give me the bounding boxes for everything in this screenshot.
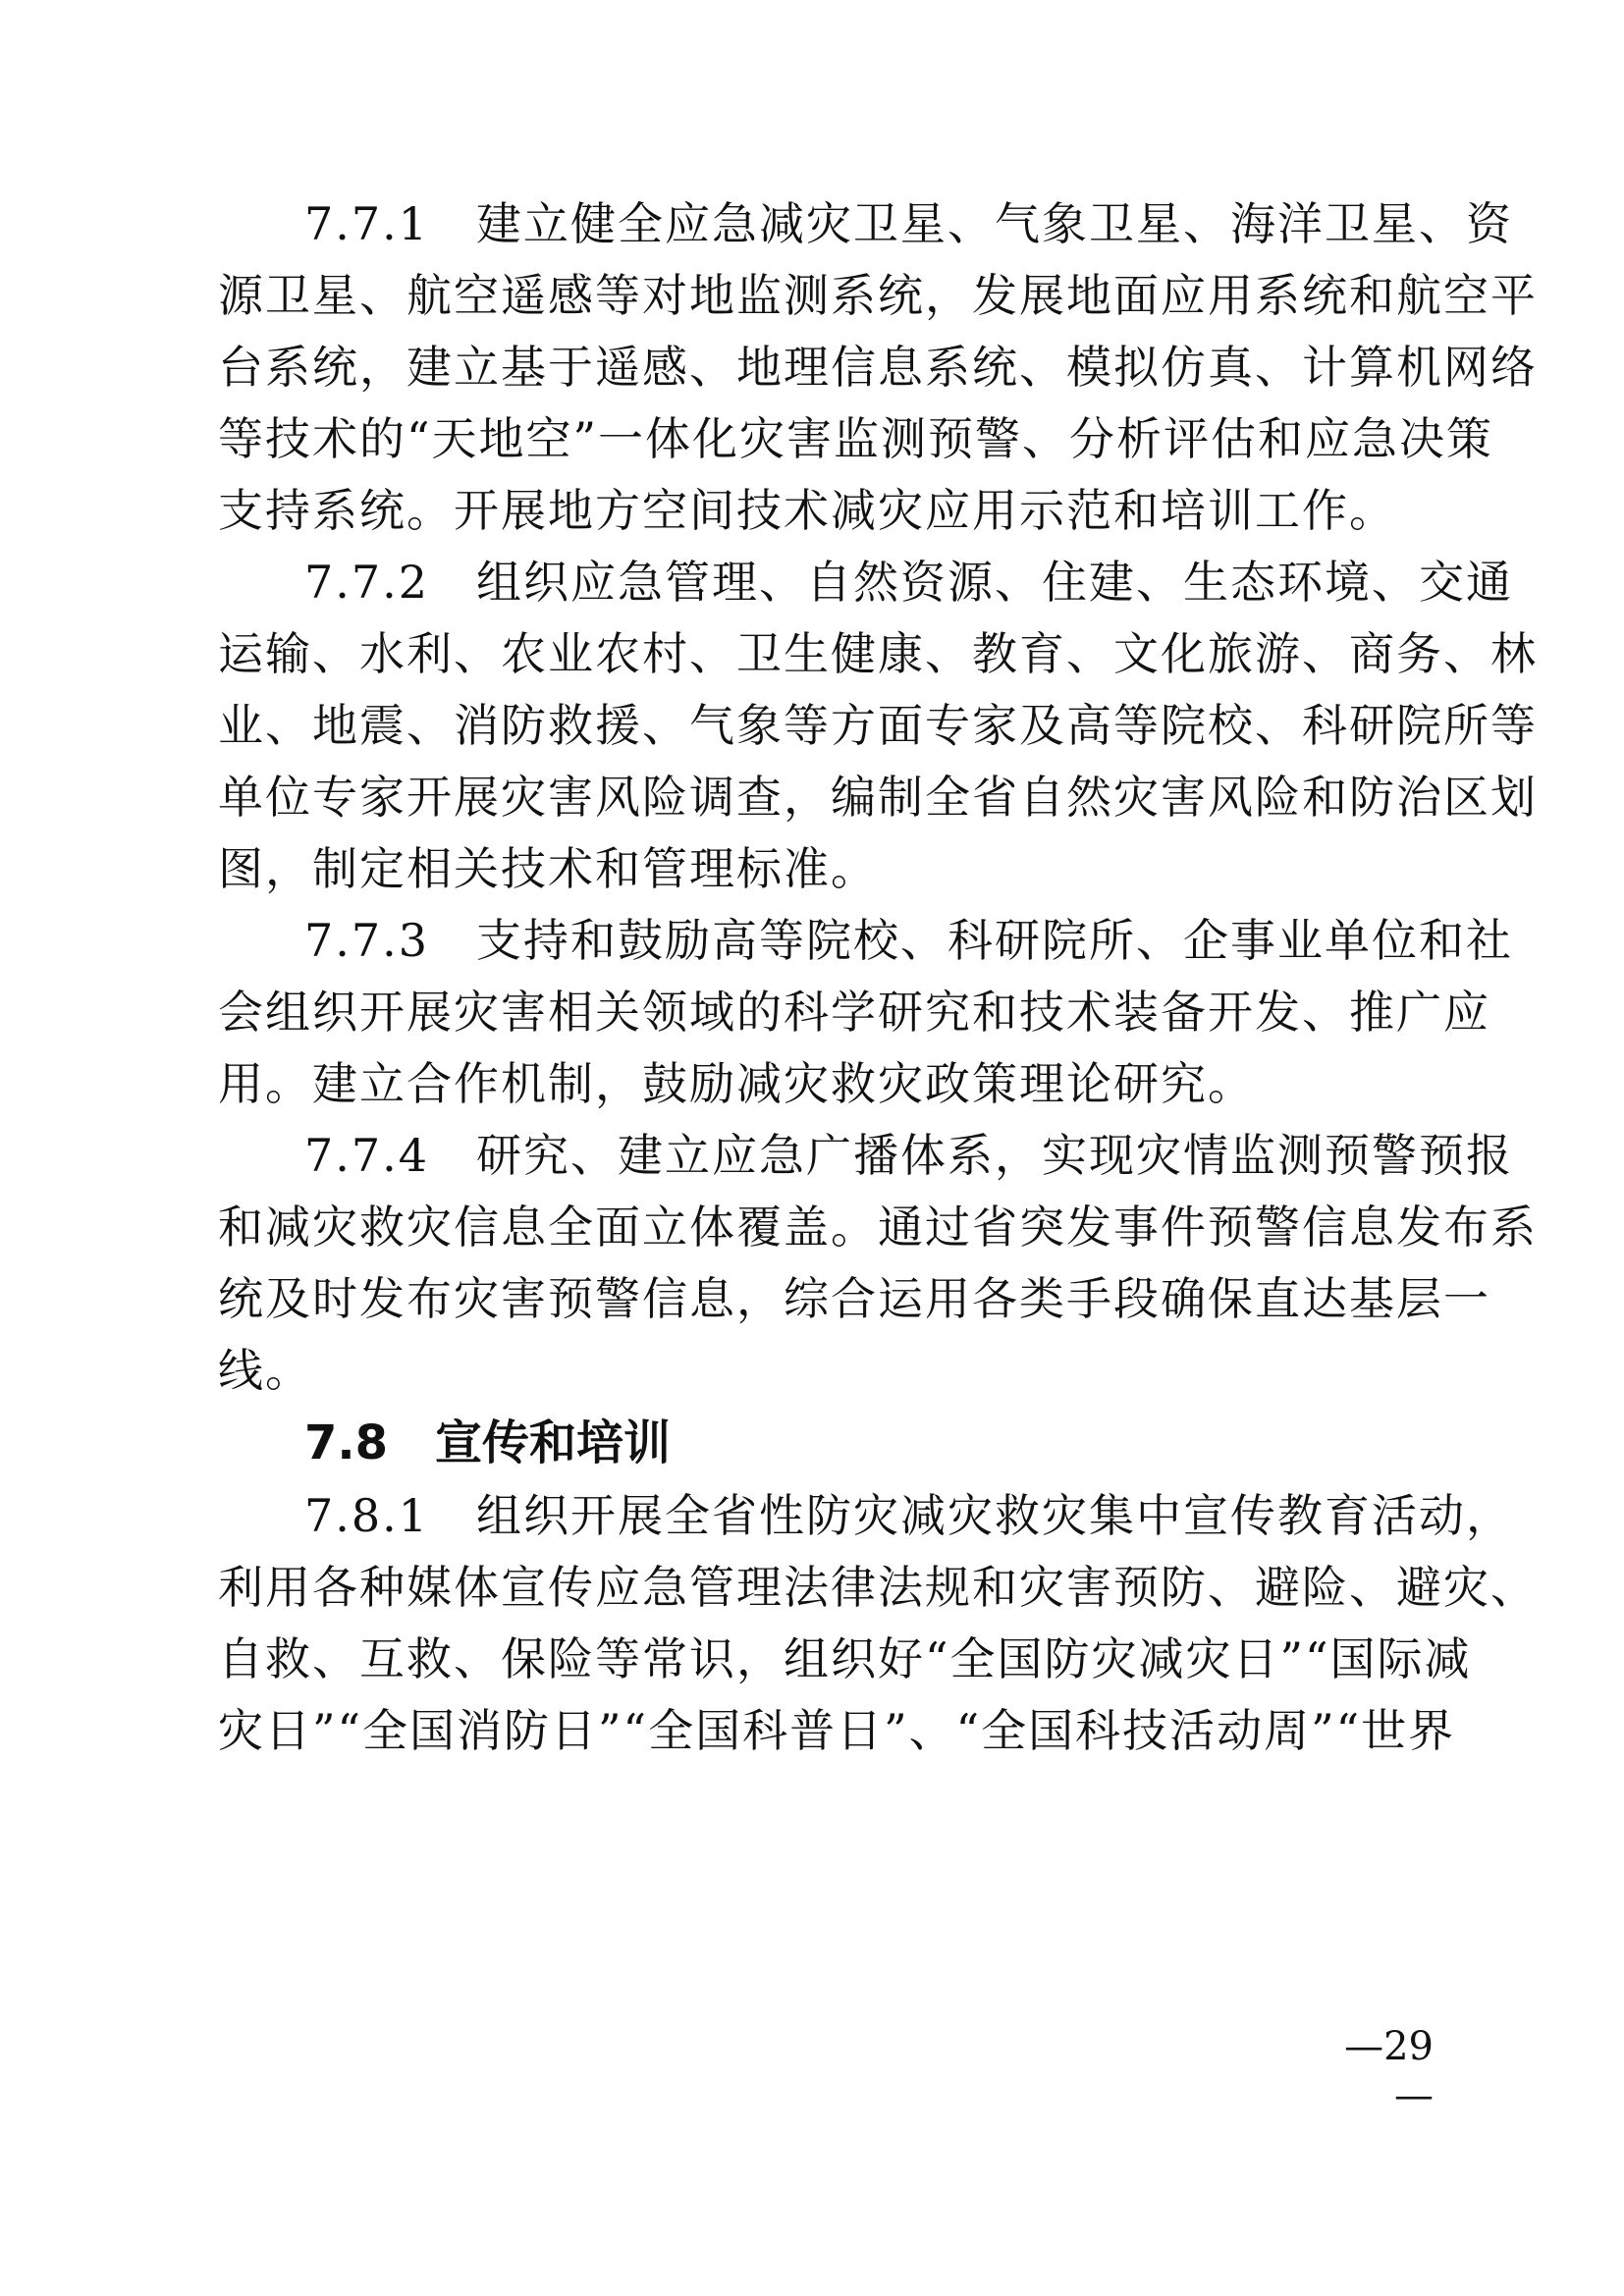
- paragraph-7-8-1-line-2: 利用各种媒体宣传应急管理法律法规和灾害预防、避险、避灾、: [218, 1561, 1538, 1614]
- paragraph-7-7-4-line-4: 线。: [218, 1344, 312, 1397]
- paragraph-7-7-4-line-2: 和减灾救灾信息全面立体覆盖。通过省突发事件预警信息发布系: [218, 1201, 1538, 1254]
- page-number: —29—: [1344, 2024, 1434, 2118]
- paragraph-7-7-1-line-3: 台系统，建立基于遥感、地理信息系统、模拟仿真、计算机网络: [218, 341, 1538, 394]
- paragraph-7-7-3-line-1: 7.7.3 支持和鼓励高等院校、科研院所、企事业单位和社: [304, 914, 1514, 967]
- section-title: 宣传和培训: [435, 1415, 672, 1470]
- paragraph-7-7-4-line-1: 7.7.4 研究、建立应急广播体系，实现灾情监测预警预报: [304, 1129, 1514, 1182]
- section-number: 7.8: [304, 1415, 389, 1470]
- paragraph-7-7-1-line-2: 源卫星、航空遥感等对地监测系统，发展地面应用系统和航空平: [218, 269, 1538, 322]
- paragraph-7-8-1-line-3: 自救、互救、保险等常识，组织好“全国防灾减灾日”“国际减: [218, 1632, 1472, 1685]
- paragraph-7-7-2-line-4: 单位专家开展灾害风险调查，编制全省自然灾害风险和防治区划: [218, 771, 1538, 824]
- paragraph-7-7-2-line-2: 运输、水利、农业农村、卫生健康、教育、文化旅游、商务、林: [218, 627, 1538, 680]
- paragraph-7-7-1-line-5: 支持系统。开展地方空间技术减灾应用示范和培训工作。: [218, 484, 1396, 537]
- paragraph-7-7-1-line-4: 等技术的“天地空”一体化灾害监测预警、分析评估和应急决策: [218, 412, 1494, 465]
- paragraph-7-8-1-line-4: 灾日”“全国消防日”“全国科普日”、“全国科技活动周”“世界: [218, 1704, 1456, 1757]
- paragraph-7-7-3-line-2: 会组织开展灾害相关领域的科学研究和技术装备开发、推广应: [218, 986, 1490, 1039]
- section-heading-7-8: [304, 1414, 671, 1472]
- paragraph-7-7-2-line-3: 业、地震、消防救援、气象等方面专家及高等院校、科研院所等: [218, 699, 1538, 752]
- paragraph-7-7-3-line-3: 用。建立合作机制，鼓励减灾救灾政策理论研究。: [218, 1057, 1255, 1110]
- paragraph-7-7-4-line-3: 统及时发布灾害预警信息，综合运用各类手段确保直达基层一: [218, 1272, 1490, 1325]
- paragraph-7-7-2-line-1: 7.7.2 组织应急管理、自然资源、住建、生态环境、交通: [304, 556, 1514, 609]
- paragraph-7-7-2-line-5: 图，制定相关技术和管理标准。: [218, 842, 878, 895]
- paragraph-7-7-1-line-1: 7.7.1 建立健全应急减灾卫星、气象卫星、海洋卫星、资: [304, 197, 1514, 250]
- paragraph-7-8-1-line-1: 7.8.1 组织开展全省性防灾减灾救灾集中宣传教育活动，: [304, 1489, 1514, 1542]
